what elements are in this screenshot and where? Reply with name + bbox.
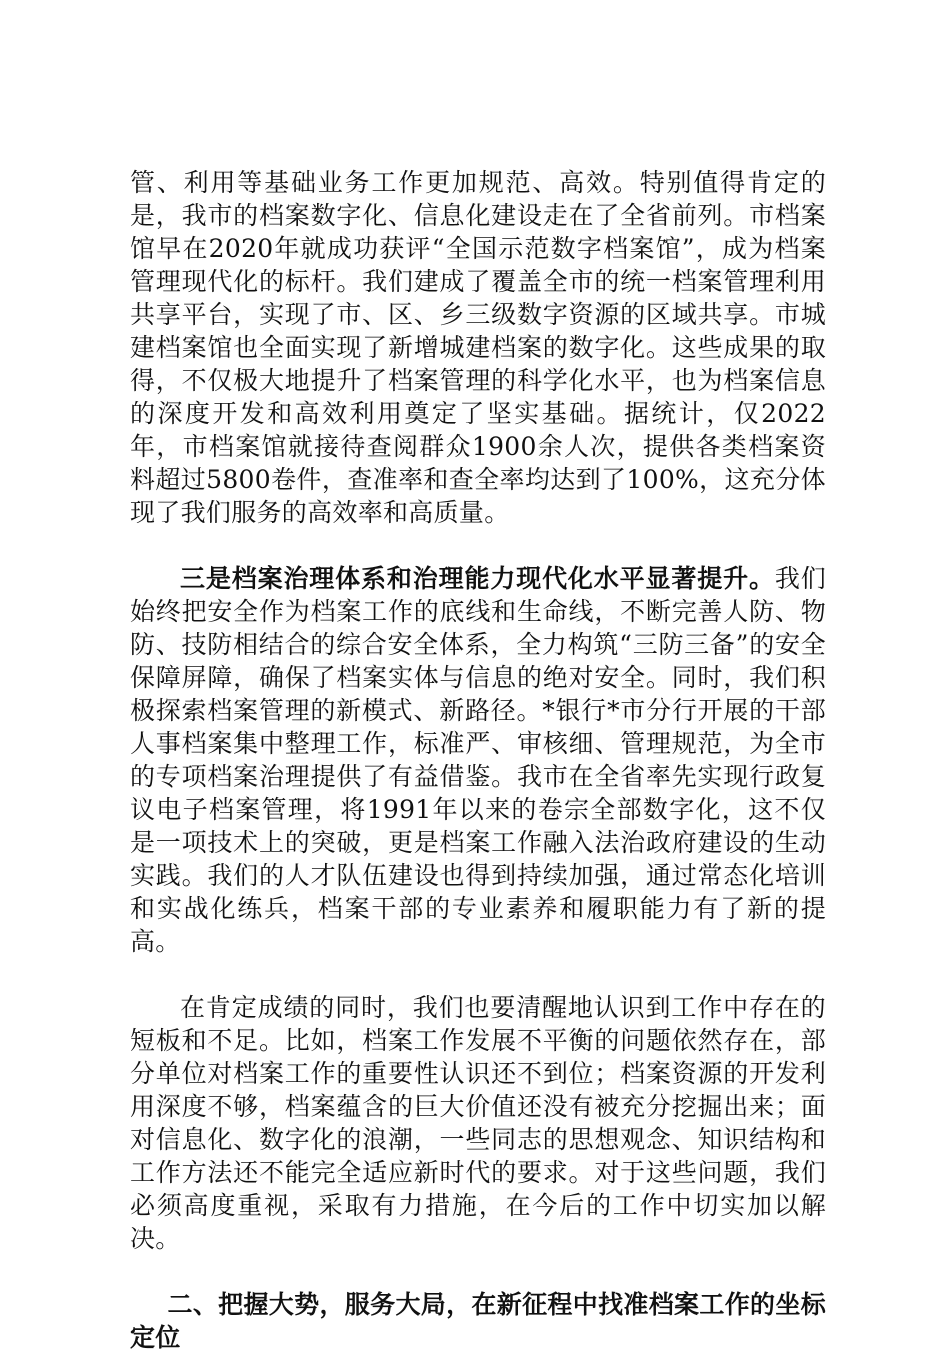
document-page [130,166,826,1354]
section-heading: 二、把握大势，服务大局，在新征程中找准档案工作的坐标定位 [130,1290,826,1352]
paragraph-shortcomings: 在肯定成绩的同时，我们也要清醒地认识到工作中存在的短板和不足。比如，档案工作发展不平衡的问题依然存在，部分单位对档案工作的重要性认识还不到位；档案资源的开发利用深度不够，档案蕴含的巨大价值还没有被充分挖掘出来；面对信息化、数字化的浪潮，一些同志的思想观念、知识结构和工作方法还不能完全适应新时代的要求。对于这些问题，我们必须高度重视，采取有力措施，在今后的工作中切实加以解决。 [130,993,826,1253]
paragraph-body: 我们始终把安全作为档案工作的底线和生命线，不断完善人防、物防、技防相结合的综合安全体系，全力构筑“三防三备”的安全保障屏障，确保了档案实体与信息的绝对安全。同时，我们积极探索档案管理的新模式、新路径。*银行*市分行开展的干部人事档案集中整理工作，标准严、审核细、管理规范，为全市的专项档案治理提供了有益借鉴。我市在全省率先实现行政复议电子档案管理，将1991年以来的卷宗全部数字化，这不仅是一项技术上的突破，更是档案工作融入法治政府建设的生动实践。我们的人才队伍建设也得到持续加强，通过常态化培训和实战化练兵，档案干部的专业素养和履职能力有了新的提高。 [130,564,826,956]
paragraph-governance [130,562,826,958]
paragraph-lead-sentence: 三是档案治理体系和治理能力现代化水平显著提升。 [180,564,775,593]
paragraph-digitization: 管、利用等基础业务工作更加规范、高效。特别值得肯定的是，我市的档案数字化、信息化建设走在了全省前列。市档案馆早在2020年就成功获评“全国示范数字档案馆”，成为档案管理现代化的标杆。我们建成了覆盖全市的统一档案管理利用共享平台，实现了市、区、乡三级数字资源的区域共享。市城建档案馆也全面实现了新增城建档案的数字化。这些成果的取得，不仅极大地提升了档案管理的科学化水平，也为档案信息的深度开发和高效利用奠定了坚实基础。据统计，仅2022年，市档案馆就接待查阅群众1900余人次，提供各类档案资料超过5800卷件，查准率和查全率均达到了100%，这充分体现了我们服务的高效率和高质量。 [130,168,826,527]
